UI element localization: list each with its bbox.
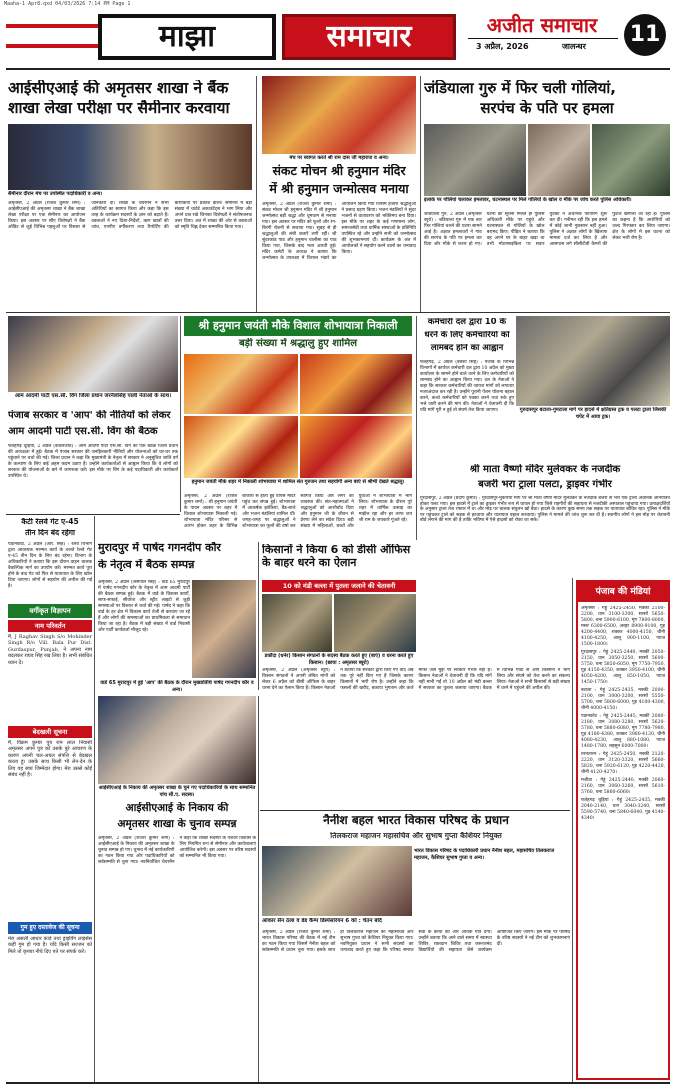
ad3-title: गुम हुए दस्तावेज की सूचना — [20, 924, 80, 931]
s7-caption: गुरुदासपुर बटाला-गुमटाला मार्ग पर हादसे में क्षतिग्रस्त ट्रक व पलटा ट्राला जिसकी चपेट में आया ट्रक। — [519, 407, 667, 420]
s12-caption: आईसीएआई के निकाय की अमृतसर शाखा के चुने गए पदाधिकारियों के साथ सम्मानित पांच सी.ए. सदस्य। — [98, 785, 256, 798]
s1-headline-1: आईसीएआई की अमृतसर शाखा ने बैंक — [8, 80, 229, 97]
masthead-city: जालन्धर — [562, 42, 586, 51]
ad3-title-band — [8, 922, 92, 934]
mandi-p5: तरनतारन : गेहूं 2425-2450, मक्की 2120-2220, धान 3120-3320, सरसों 5660-5820, चना 5920-6120, गुड़ 4220-4420, चीनी 4120-4270। — [581, 752, 665, 775]
s7-headline-2: बजरी भरा ट्राला पलटा, ड्राइवर गंभीर — [478, 479, 612, 490]
row-rule-3 — [260, 810, 570, 811]
col-rule-5 — [94, 516, 95, 1082]
page-number: 11 — [629, 22, 661, 47]
s8-headline-2: तीन दिन बंद रहेगा — [25, 529, 75, 537]
mandi-box — [576, 580, 670, 1080]
masthead-left-bar — [6, 24, 98, 28]
s10-headline-1: किसानों ने किया 6 को डीसी ऑफिस के बाहर धरने का ऐलान — [262, 544, 411, 569]
s3-caption: इलाके पर गोलियां चलाकर हमलावर, घटनास्थल पर मिले गोलियों के खोल व मौके पर जांच करते पुलिस अधिकारी। — [424, 197, 632, 203]
s3-headline-1: जंडियाला गुरु में फिर चली गोलियां, — [424, 80, 617, 97]
s4-photo — [8, 316, 178, 392]
s7-headline-1: श्री माता वैष्णो मंदिर मुलेवकर के नजदीक — [469, 464, 621, 475]
classified-band — [8, 604, 92, 618]
col-rule-3 — [180, 316, 181, 512]
s12-body: अमृतसर, 2 अप्रैल (राजेश कुमार शर्मा) : आईसीएआई के निकाय की अमृतसर शाखा के चुनाव सम्पन्न हो गए। चुनाव में नई कार्यकारिणी का गठन किया गया और पदाधिकारियों को सर्वसम्मति से चुना गया। नवनिर्वाचित चेयरमैन ने कहा कि शाखा सदस्यों के पेशेवर विकास के लिए नियमित रूप से सेमीनार और कार्यशालाएं आयोजित करेगी। इस अवसर पर वरिष्ठ सदस्यों को सम्मानित भी किया गया। — [98, 836, 256, 865]
col-rule-1 — [256, 76, 257, 312]
s1-headline-2: शाखा लेखा परीक्षा पर सैमीनार करवाया — [8, 100, 230, 117]
s11-headline-1: नैनीश बहल भारत विकास परिषद के प्रधान — [323, 814, 509, 827]
slug-line: Maaha-1 Apr8.qxd 04/03/2026 7:14 PM Page 1 — [4, 1, 131, 7]
row-rule-1 — [6, 312, 670, 313]
s2-caption: मंच पर स्वागत करते श्री राम दास जी महाराज व अन्य। — [289, 155, 389, 161]
masthead-bottom-rule — [6, 68, 670, 70]
col-rule-6 — [258, 542, 259, 690]
s12-headline-2: अमृतसर शाखा के चुनाव सम्पन्न — [117, 818, 237, 830]
col-rule-7 — [572, 578, 573, 1082]
col-rule-4 — [416, 316, 417, 540]
row-rule-2 — [6, 514, 180, 515]
s3-headline-2: सरपंच के पति पर हमला — [480, 100, 614, 117]
s10-photo-1 — [262, 594, 332, 652]
s5-body: अमृतसर, 2 अप्रैल (राजेश कुमार शर्मा) : श्री हनुमान जयंती के पावन अवसर पर शहर में विशाल शोभायात्रा निकाली गई। शोभायात्रा मंदिर परिसर से आरंभ होकर शहर के विभिन्न बाजारों से होती हुई वापस मंदिर पहुंच कर संपन्न हुई। शोभायात्रा में आकर्षक झांकियां, बैंड-बाजे और भजन मंडलियां शामिल थीं। जगह-जगह पर श्रद्धालुओं ने शोभायात्रा का फूलों की वर्षा कर स्वागत किया और लंगर की व्यवस्था की। संत-महात्माओं ने श्रद्धालुओं को आशीर्वाद दिया और हनुमान जी के जीवन से प्रेरणा लेने का संदेश दिया। बड़ी संख्या में महिलाओं, बच्चों और युवाओं ने शोभायात्रा में भाग लिया। शोभायात्रा के दौरान पूरे शहर में धार्मिक उत्साह का माहौल रहा और हर तरफ जय श्री राम के जयकारे गूंजते रहे। — [184, 494, 412, 529]
s4-headline-2: आम आदमी पार्टी एस.सी. विंग की बैठक — [8, 426, 158, 437]
s4-headline-1: पंजाब सरकार व 'आप' की नीतियों को लेकर — [8, 410, 171, 421]
s4-body: फतेहगढ़ चूड़ियां, 2 अप्रैल (कंवलजीत) : आम आदमी पार्टी एस.सी. विंग की एक बैठक जिला प्रधान की अध्यक्षता में हुई। बैठक में पंजाब सरकार की जनहितकारी नीतियों और योजनाओं को घर-घर तक पहुंचाने पर चर्चा की गई। जिला प्रधान ने कहा कि मुख्यमंत्री के नेतृत्व में सरकार ने अनुसूचित जाति वर्ग के कल्याण के लिए कई अहम कदम उठाए हैं। उन्होंने कार्यकर्ताओं से आह्वान किया कि वे लोगों को सरकार की योजनाओं के बारे में जागरूक करें। इस मौके पर विंग के कई पदाधिकारी और कार्यकर्ता उपस्थित थे। — [8, 444, 178, 479]
s11-caption: भारत विकास परिषद के पदाधिकारी प्रधान नैनीश बहल, महासचिव तिलकराज महाजन, कैशियर सुभाष गुप्ता व अन्य। — [414, 848, 555, 861]
s2-headline-2: में श्री हनुमान जन्मोत्सव मनाया — [269, 182, 409, 196]
s5-photo-1 — [184, 354, 298, 414]
s9-headline-2: के नेतृत्व में बैठक सम्पन्न — [98, 559, 195, 571]
s1-caption: सैमीनार दौरान मंच पर उपस्थित पदाधिकारी व अन्य। — [8, 191, 103, 197]
s5-headline-2: बड़ी संख्या में श्रद्धालु हुए शामिल — [238, 338, 358, 349]
s1-photo — [8, 124, 252, 190]
ad1-title: नाम परिवर्तन — [34, 622, 66, 630]
s9-body: अमृतसर, 2 अप्रैल (जसपाल सिंह) : वार्ड 65 मुरादपुर में पार्षद गगनदीप कौर के नेतृत्व में आम आदमी पार्टी की बैठक सम्पन्न हुई। बैठक में वार्ड के विकास कार्यों, साफ-सफाई, सीवरेज और स्ट्रीट लाइटों से जुड़ी समस्याओं पर विस्तार से चर्चा की गई। पार्षद ने कहा कि वार्ड के हर क्षेत्र में विकास कार्य तेजी से करवाए जा रहे हैं और लोगों की समस्याओं का प्राथमिकता से समाधान किया जा रहा है। बैठक में बड़ी संख्या में वार्ड निवासी और पार्टी कार्यकर्ता मौजूद रहे। — [98, 580, 190, 633]
s5-photo-3 — [184, 416, 298, 478]
mandi-p1: अमृतसर : गेहूं 2425-2450, मक्की 2100-2200, धान 3100-3300, सरसों 5650-5800, चना 5900-6100, मूंग 7800-8000, मसर 6300-6500, अरहर 8900-9100, गुड़ 4200-4400, शक्कर 4000-4150, चीनी 4100-4250, आलू 900-1100, प्याज 1500-1800। — [581, 606, 665, 647]
s5-headline-band — [184, 316, 412, 336]
masthead-samachar — [282, 14, 456, 60]
s4-caption: आम आदमी पार्टी एस.सी. विंग जिला प्रधान जरनैलसिंह पाली नेताओं के साथ। — [14, 393, 172, 399]
classified-title: वर्गीकृत विज्ञापन — [29, 607, 71, 615]
bottom-rule — [6, 1082, 670, 1084]
masthead-left-bar-2 — [6, 44, 98, 48]
s2-body: अमृतसर, 2 अप्रैल (राजेश कुमार शर्मा) : संकट मोचन श्री हनुमान मंदिर में श्री हनुमान जन्मोत्सव बड़ी श्रद्धा और धूमधाम से मनाया गया। इस अवसर पर मंदिर को फूलों और रंग-बिरंगी रोशनी से सजाया गया। सुबह से ही श्रद्धालुओं की लंबी कतारें लगी रहीं। श्री सुंदरकांड पाठ और हनुमान चालीसा का पाठ किया गया, जिसके बाद भव्य आरती हुई। मंदिर कमेटी के अध्यक्ष ने बताया कि जन्मोत्सव के उपलक्ष्य में विशाल भंडारे का आयोजन किया गया जिसमें हजारों श्रद्धालुओं ने प्रसाद ग्रहण किया। भजन मंडलियों ने सुंदर भजनों से वातावरण को भक्तिमय बना दिया। इस मौके पर शहर के कई गणमान्य लोग, समाजसेवी तथा धार्मिक संस्थाओं के प्रतिनिधि उपस्थित रहे और उन्होंने सभी को जन्मोत्सव की शुभकामनाएं दीं। कार्यक्रम के अंत में आयोजकों ने सहयोग करने वालों का धन्यवाद किया। — [262, 202, 416, 261]
s7-photo — [516, 316, 670, 406]
s7-body: गुरदासपुर, 2 अप्रैल (प्रदीप कुमार) : गुरदासपुर-मुकेरियां मार्ग पर श्री माता वैष्णो मंदिर मुलेवकर के नजदीक बजरी से भरा एक ट्राला अचानक अनियंत्रित होकर पलट गया। इस हादसे में ट्राले का ड्राइवर गंभीर रूप से घायल हो गया जिसे राहगीरों की सहायता से नजदीकी अस्पताल पहुंचाया गया। प्रत्यक्षदर्शियों के अनुसार ट्राला तेज रफ्तार में था और मोड़ पर चालक संतुलन खो बैठा। हादसे के कारण कुछ समय तक सड़क पर यातायात बाधित रहा। पुलिस ने मौके पर पहुंचकर ट्राले को सड़क से हटवाया और यातायात बहाल करवाया। पुलिस ने मामले की जांच शुरू कर दी है। स्थानीय लोगों ने इस मोड़ पर चेतावनी बोर्ड लगाने की मांग की है ताकि भविष्य में ऐसे हादसों को रोका जा सके। — [420, 496, 670, 524]
ad2-body: मैं, विक्रम कुमार पुत्र राम लाल निवासी अमृतसर अपने पुत्र को उसके बुरे आचरण के कारण अपनी चल-अचल संपत्ति से बेदखल करता हूं। उसके साथ किसी भी लेन-देन के लिए वह स्वयं जिम्मेदार होगा। मेरा उससे कोई संबंध नहीं है। — [8, 740, 92, 779]
s8-body: पठानकोट, 2 अप्रैल (आर. सिंह) : रेलवे विभाग द्वारा आवश्यक मरम्मत कार्य के चलते रेलवे गेट ए-45 तीन दिन के लिए बंद रहेगा। विभाग के अधिकारियों ने बताया कि इस दौरान वाहन चालक वैकल्पिक मार्ग का उपयोग करें। मरम्मत कार्य पूरा होने के बाद गेट को फिर से यातायात के लिए खोल दिया जाएगा। लोगों से सहयोग की अपील की गई है। — [8, 542, 92, 589]
s3-photo-2 — [528, 124, 590, 196]
s8-headline-1: कैटी रेलवे गेट ए-45 — [21, 518, 79, 526]
s10-caption: डकौंदा (धनेर) किसान संगठनों के सदस्य बैठक करते हुए (बाएं) व धरना करते हुए किसान। (छाया : अमृतसर ब्यूरो) — [264, 653, 414, 666]
masthead-date: 3 अप्रैल, 2026 — [476, 42, 529, 51]
ad2-title: बेदखली सूचना — [32, 728, 68, 736]
s5-headline-1: श्री हनुमान जयंती मौके विशाल शोभायात्रा निकाली — [198, 319, 398, 332]
s5-photo-4 — [300, 416, 412, 478]
mandi-p2: गुरदासपुर : गेहूं 2425-2440, मक्की 2050-2150, धान 3050-3250, सरसों 5600-5750, चना 5850-6050, मूंग 7750-7950, गुड़ 4150-4350, शक्कर 3950-4100, चीनी 4050-4200, आलू 850-1050, प्याज 1450-1750। — [581, 650, 665, 685]
col-rule-8 — [258, 696, 259, 1082]
masthead-maajha-text: माझा — [158, 19, 216, 54]
s9-photo — [192, 580, 256, 678]
s10-headline-2: 10 को मंडी बल्ला में पुतला जलाने की चेतावनी — [282, 582, 396, 590]
s6-body: फतेहगढ़, 2 अप्रैल (बक्शी सिंह) : पंजाब के विभिन्न विभागों में कार्यरत कर्मचारी दल द्वारा 10 अप्रैल को मुख्य कार्यालय के सामने होने वाले धरने के लिए कर्मचारियों को लामबंद होने का आह्वान किया गया। दल के नेताओं ने कहा कि सरकार कर्मचारियों की जायज मांगों को लगातार नजरअंदाज कर रही है। उन्होंने पुरानी पेंशन योजना बहाल करने, कच्चे कर्मचारियों को पक्का करने तथा रुके हुए भत्ते जारी करने की मांग की। नेताओं ने चेतावनी दी कि यदि मांगें पूरी न हुईं तो संघर्ष तेज किया जाएगा। — [420, 360, 514, 413]
mandi-p4: पठानकोट : गेहूं 2425-2445, मक्की 2080-2180, धान 3080-3280, सरसों 5620-5780, चना 5880-6080, मूंग 7780-7980, गुड़ 4180-4380, शक्कर 3980-4130, चीनी 4080-4230, आलू 880-1080, प्याज 1480-1780, लहसुन 6000-7000। — [581, 714, 665, 749]
ad2-title-band — [8, 726, 92, 738]
s9-headline-1: मुरादपुर में पार्षद गगनदीप कौर — [98, 542, 221, 554]
mandi-p7: फतेहगढ़ चूड़ियां : गेहूं 2425-2435, मक्की 2040-2140, धान 3040-3240, सरसों 5590-5740, चना 5840-6040, गुड़ 4140-4340। — [581, 798, 665, 821]
s3-body: जंडियाला गुरु, 2 अप्रैल (अमृतसर ब्यूरो) : जंडियाला गुरु में एक बार फिर गोलियां चलने की घटना सामने आई है। अज्ञात हमलावरों ने गांव की सरपंच के पति पर हमला कर दिया और मौके से फरार हो गए। घटना की सूचना मिलते ही पुलिस अधिकारी मौके पर पहुंचे और घटनास्थल से गोलियों के खोल बरामद किए। पीड़ित ने बताया कि वह अपने घर के बाहर खड़ा था तभी मोटरसाइकिल पर सवार युवकों ने अचानक फायरिंग शुरू कर दी। गनीमत रही कि इस हमले में कोई जानी नुकसान नहीं हुआ। पुलिस ने अज्ञात लोगों के खिलाफ मामला दर्ज कर लिया है और आसपास लगे सीसीटीवी कैमरों की फुटेज खंगाली जा रही है। पुलिस का कहना है कि आरोपियों को जल्द गिरफ्तार कर लिया जाएगा। क्षेत्र के लोगों में इस घटना को लेकर भारी रोष है। — [424, 212, 670, 247]
s11-photo — [262, 846, 412, 916]
s2-headline-1: संकट मोचन श्री हनुमान मंदिर — [272, 164, 406, 178]
masthead-samachar-text: समाचार — [326, 19, 412, 54]
ad3-body: मेरा असली आधार कार्ड तथा ड्राइविंग लाइसेंस कहीं गुम हो गया है। यदि किसी सज्जन को मिले तो कृपया नीचे दिए पते पर संपर्क करें। — [8, 936, 92, 955]
s1-body: अमृतसर, 2 अप्रैल (राजेश कुमार शर्मा) : आईसीएआई की अमृतसर शाखा ने बैंक शाखा लेखा परीक्षा पर एक सेमीनार का आयोजन किया। इस अवसर पर सीए विशेषज्ञों ने बैंक ऑडिट से जुड़े विभिन्न पहलुओं पर विस्तार से जानकारी दी। शाखा के चेयरमैन ने सभी अतिथियों का स्वागत किया और कहा कि इस तरह के कार्यक्रम सदस्यों के ज्ञान को बढ़ाते हैं। वक्ताओं ने नए दिशा-निर्देशों, ऋण खातों की जांच, एनपीए वर्गीकरण तथा रिपोर्टिंग की बारीकियों पर प्रकाश डाला। सेमीनार में बड़ी संख्या में चार्टर्ड अकाउंटेंट्स ने भाग लिया और अपने प्रश्न रखे जिनका विशेषज्ञों ने संतोषजनक उत्तर दिया। अंत में शाखा की ओर से वक्ताओं को स्मृति चिह्न देकर सम्मानित किया गया। — [8, 201, 252, 230]
ad1-body: मैं, J Raghav Singh S/o Mohinder Singh R/o Vill. Bala Pur Dist. Gurdaspur, Punjab, ने अपना नाम बदलकर राघव सिंह रख लिया है। सभी संबंधित ध्यान दें। — [8, 634, 92, 666]
s10-body: अमृतसर, 2 अप्रैल (अमृतसर ब्यूरो) : किसान संगठनों ने अपनी लंबित मांगों को लेकर 6 अप्रैल को डीसी ऑफिस के बाहर धरना देने का ऐलान किया है। किसान नेताओं ने बताया कि सरकार द्वारा किए गए वादे अब तक पूरे नहीं किए गए हैं जिसके कारण किसानों में भारी रोष है। उन्होंने कहा कि फसलों की खरीद, बकाया भुगतान और कर्ज माफी जैसे मुद्दों पर सरकार गंभीर नहीं है। किसान नेताओं ने चेतावनी दी कि यदि मांगें नहीं मानी गईं तो 10 अप्रैल को मंडी बल्ला में सरकार का पुतला जलाया जाएगा। बैठक में विभिन्न गांवों से आए किसानों ने भाग लिया और संघर्ष को तेज करने का संकल्प लिया। नेताओं ने सभी किसानों से बड़ी संख्या में धरने में पहुंचने की अपील की। — [262, 668, 570, 691]
s12-headline-1: आईसीएआई के निकाय की — [125, 802, 229, 814]
s6-headline-3: लामबंद होने का आह्वान — [430, 344, 504, 353]
mandi-title-band — [578, 582, 668, 602]
col-rule-2 — [420, 76, 421, 312]
mandi-title: पंजाब की मंडियां — [595, 587, 651, 597]
masthead-brand: अजीत समाचार — [486, 13, 598, 37]
s5-caption: हनुमान जयंती मौके शहर में निकाली शोभायात्रा में शामिल संत गुरुजन तथा सहयोगी अन्य बाएं से श्रीभी देखते श्रद्धालु। — [191, 479, 405, 485]
ad1-title-band — [8, 620, 92, 632]
s10-subhead-band — [262, 580, 416, 592]
s9-caption: वार्ड 65 मुरादपुर में हुई 'आप' की बैठक के दौरान मुख्यातिथि पार्षद गगनदीप कौर व अन्य। — [100, 680, 254, 693]
s3-photo-1 — [424, 124, 526, 196]
s12-photo — [98, 696, 256, 784]
s3-photo-3 — [592, 124, 670, 196]
masthead-maajha — [98, 14, 276, 60]
s6-headline-2: धरने के लिए कर्मचारियों को — [424, 331, 510, 340]
s11-body: अमृतसर, 2 अप्रैल (राजेश कुमार शर्मा) : भारत विकास परिषद की बैठक में नई टीम का गठन किया गया जिसमें नैनीश बहल को सर्वसम्मति से प्रधान चुना गया। इसके साथ ही तिलकराज महाजन को महासचिव और सुभाष गुप्ता को कैशियर नियुक्त किया गया। नवनियुक्त प्रधान ने सभी सदस्यों का धन्यवाद करते हुए कहा कि परिषद समाज सेवा के कार्यों को और अधिक गति देगी। उन्होंने बताया कि आने वाले समय में स्वास्थ्य शिविर, रक्तदान शिविर तथा जरूरतमंद विद्यार्थियों की सहायता जैसे कार्यक्रम आयोजित किए जाएंगे। इस मौके पर परिषद के वरिष्ठ सदस्यों ने नई टीम को शुभकामनाएं दीं। — [262, 930, 570, 953]
page-number-badge — [624, 14, 666, 56]
s11-subhead: ओंकार सैन ठेला व डेड कैम्प डिस्पेंसरियन 6 को : चेतन बदि — [262, 918, 382, 924]
s11-headline-2: तिलकराज महाजन महासचिव और सुभाष गुप्ता कैशियर नियुक्त — [330, 832, 502, 840]
mandi-p3: बटाला : गेहूं 2425-2435, मक्की 2000-2100, धान 3000-3200, सरसों 5550-5700, चना 5800-6000, गुड़ 4100-4300, चीनी 4000-4150। — [581, 688, 665, 711]
masthead-date-rule — [468, 38, 618, 39]
s2-photo — [262, 76, 416, 154]
s5-photo-2 — [300, 354, 412, 414]
s6-headline-1: कर्मचारी दल द्वारा 10 के — [427, 318, 507, 327]
mandi-body — [581, 606, 665, 1076]
s10-photo-2 — [334, 594, 416, 652]
mandi-p6: मजीठा : गेहूं 2425-2440, मक्की 2060-2160, धान 3060-3260, सरसों 5610-5760, चना 5860-6060। — [581, 778, 665, 795]
masthead — [6, 10, 670, 66]
